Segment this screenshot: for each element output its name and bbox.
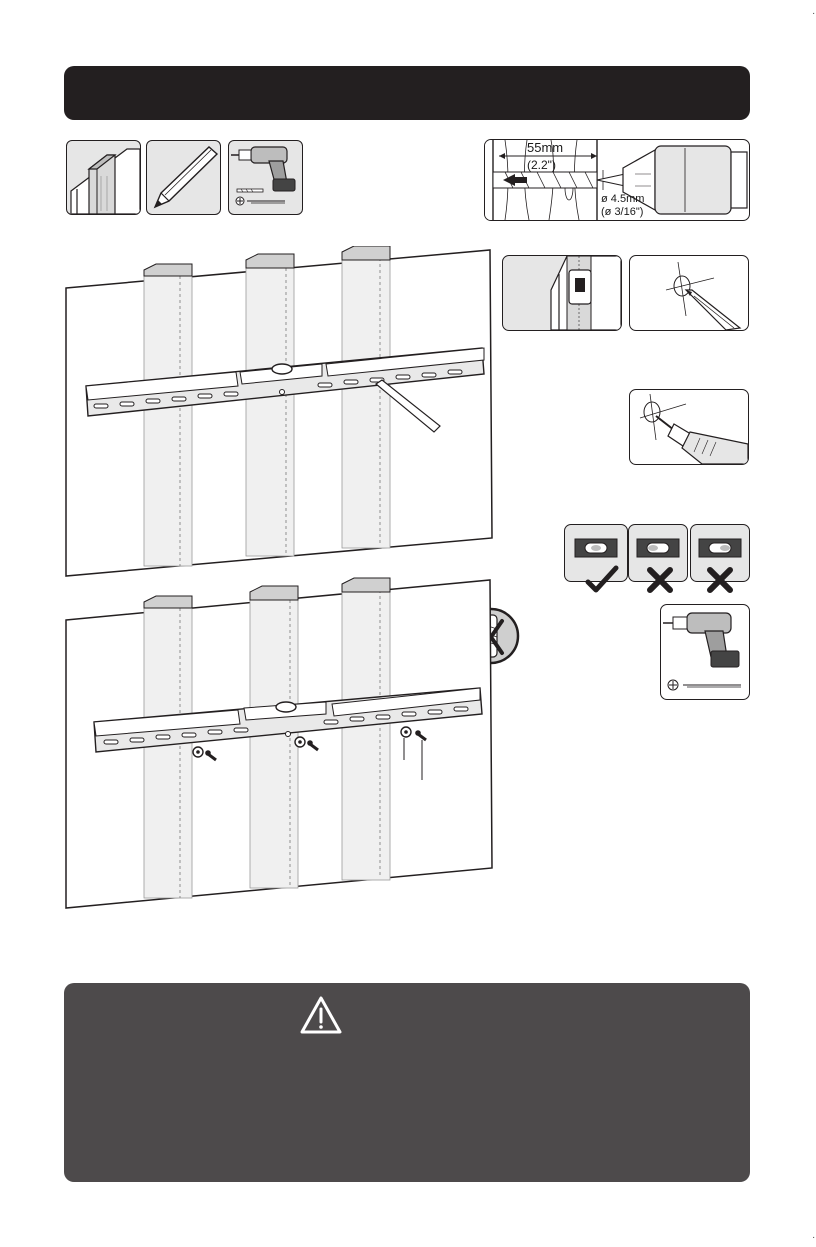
drill-hole-panel	[629, 389, 749, 465]
drill-diameter-in: (ø 3/16")	[601, 206, 644, 218]
power-drill-icon	[661, 605, 749, 699]
drill-diameter-mm: ø 4.5mm	[601, 193, 645, 205]
crop-mark: ·	[812, 8, 816, 19]
wall-stud	[144, 264, 192, 566]
drill-tool-box	[228, 140, 303, 215]
cross-icon	[650, 570, 670, 590]
wall-stud	[246, 254, 294, 556]
drill-hole-icon	[630, 390, 748, 464]
drill-bit-icon	[237, 189, 263, 192]
warning-triangle-icon	[299, 995, 343, 1035]
drive-screws-panel	[660, 604, 750, 700]
crop-mark: ·	[812, 1232, 816, 1243]
wall-stud	[342, 578, 390, 880]
cross-icon	[710, 570, 730, 590]
mark-hole-panel	[629, 255, 749, 331]
power-drill-icon	[229, 141, 302, 214]
wall-screw-plate-illustration	[60, 576, 500, 912]
wood-stud-tool-box	[66, 140, 141, 215]
pencil-mark-icon	[630, 256, 748, 330]
check-icon	[588, 568, 616, 590]
drill-depth-detail	[484, 139, 750, 221]
wall-stud	[250, 586, 298, 888]
wood-stud-icon	[67, 141, 140, 214]
drill-depth-mm: 55mm	[527, 140, 564, 155]
step-header-bar	[64, 66, 750, 120]
pencil-icon	[147, 141, 220, 214]
stud-finder-icon	[503, 256, 621, 330]
wall-mark-holes-illustration	[60, 246, 500, 582]
phillips-screwdriver-icon	[236, 197, 285, 205]
stud-finder-panel	[502, 255, 622, 331]
drill-depth-in: (2.2")	[527, 158, 556, 172]
warning-box	[64, 983, 750, 1182]
pencil-tool-box	[146, 140, 221, 215]
wall-stud	[342, 246, 390, 548]
